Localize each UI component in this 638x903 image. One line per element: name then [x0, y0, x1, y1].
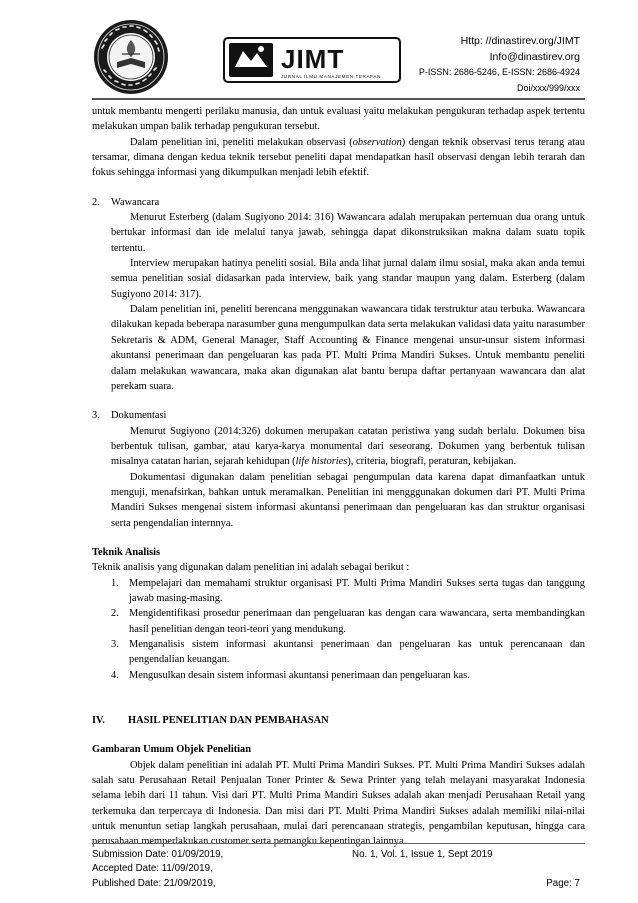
accepted-date: Accepted Date: 11/09/2019, — [92, 863, 213, 875]
paragraph-teknik-intro: Teknik analisis yang digunakan dalam penelitian ini adalah sebagai berikut : — [92, 562, 410, 574]
footer-divider — [92, 843, 585, 844]
paragraph-observasi: Dalam penelitian ini, peneliti melakukan observasi (observation) dengan teknik observasi terus terang atau tersamar, dimana dengan kedua teknik tersebut peneliti dapat mendapatkan hasil observasi dengan lebih terarah dan fokus sehingga informasi yang dikumpulkan menjadi lebih efektif. — [92, 136, 585, 179]
article-body — [92, 104, 585, 850]
list-item: 1. Mempelajari dan memahami struktur organisasi PT. Multi Prima Mandiri Sukses serta tugas dan tanggung jawab masing-masing. — [111, 577, 585, 604]
heading-gambaran-umum: Gambaran Umum Objek Penelitian — [92, 744, 252, 756]
submission-date: Submission Date: 01/09/2019, — [92, 849, 224, 860]
dinasti-publisher-logo — [92, 18, 170, 96]
svg-text:JIMT: JIMT — [281, 44, 345, 74]
list-item: 4. Mengusulkan desain sistem informasi akuntansi penerimaan dan pengeluaran kas. — [111, 669, 470, 681]
paragraph-intro: untuk membantu mengerti perilaku manusia, dan untuk evaluasi yaitu melakukan pengukuran terhadap aspek tertentu melakukan umpan balik terhadap pengukuran tersebut. — [92, 106, 585, 133]
header-divider — [92, 98, 585, 100]
page-number: Page: 7 — [546, 878, 580, 889]
journal-doi: Doi/xxx/999/xxx — [516, 82, 580, 93]
list-item: 2. Mengidentifikasi prosedur penerimaan dan pengeluaran kas dengan cara wawancara, serta membandingkan hasil penelitian dengan teori-teori yang mendukung. — [111, 608, 585, 635]
paragraph-wawancara-3: Dalam penelitian ini, peneliti berencana menggunakan wawancara tidak terstruktur atau terbuka. Wawancara dilakukan kepada beberapa narasumber guna mengumpulkan data serta melakukan validasi data yaitu narasumber Sekretaris & ADM, General Manager, Staff Accounting & Finance mengenai unsur-unsur sistem informasi akuntansi penerimaan dan pengeluaran kas pada PT. Multi Prima Mandiri Sukses. Untuk membantu peneliti dalam melakukan wawancara, maka akan digunakan alat bantu berupa daftar pertanyaan wawancara dan alat perekam suara. — [111, 304, 585, 392]
teknik-analisis-list — [92, 576, 585, 683]
paragraph-wawancara-1: Menurut Esterberg (dalam Sugiyono 2014: 316) Wawancara adalah merupakan pertemuan dua orang untuk bertukar informasi dan ide melalui tanya jawab, sehingga dapat dikonstruksikan makna dalam suatu topik tertentu. — [111, 212, 585, 254]
heading-teknik-analisis: Teknik Analisis — [92, 546, 161, 558]
journal-url[interactable]: Http: //dinastirev.org/JIMT — [460, 35, 580, 47]
jimt-journal-logo — [223, 37, 401, 83]
subsection-wawancara: 2. Wawancara — [92, 196, 160, 208]
journal-email[interactable]: Info@dinastirev.org — [489, 50, 580, 63]
paragraph-dokumentasi-2: Dokumentasi digunakan dalam penelitian sebagai pengumpulan data karena dapat dimanfaatkan untuk menguji, menafsirkan, bahkan untuk meramalkan. Penelitian ini mengggunakan dokumen dari PT. Multi Prima Mandiri Sukses mengenai sistem informasi akuntansi penerimaan dan pengeluaran kas dan struktur organisasi serta pengendalian internnya. — [111, 471, 585, 529]
chapter-heading: IV. HASIL PENELITIAN DAN PEMBAHASAN — [92, 715, 329, 727]
subsection-dokumentasi: 3. Dokumentasi — [92, 410, 167, 422]
journal-info — [419, 34, 580, 96]
footer-dates — [92, 848, 223, 891]
footer-volume: No. 1, Vol. 1, Issue 1, Sept 2019 — [352, 849, 493, 860]
paragraph-gambaran: Objek dalam penelitian ini adalah PT. Multi Prima Mandiri Sukses. PT. Multi Prima Mandiri Sukses adalah salah satu Perusahaan Retail Penjualan Toner Printer & Sewa Printer yang telah melayani masyarakat Indonesia selama lebih dari 11 tahun. Visi dari PT. Multi Prima Mandiri Sukses adalah akan menjadi Perusahaan Retail yang terkemuka dan terpercaya di Indonesia. Dan misi dari PT. Multi Prima Mandiri Sukses adalah memiliki nilai-nilai untuk menuntun setiap langkah perusahaan, mulai dari perencanaan strategis, pengambilan keputusan, hingga cara perusahaan memperlakukan customer serta pemangku kepentingan lainnya. — [92, 759, 585, 848]
list-item: 3. Menganalisis sistem informasi akuntansi penerimaan dan pengeluaran kas untuk perencanaan dan pengendalian keuangan. — [111, 639, 585, 666]
journal-issn: P-ISSN: 2686-5246, E-ISSN: 2686-4924 — [418, 67, 580, 78]
published-date: Published Date: 21/09/2019, — [92, 877, 216, 889]
paragraph-wawancara-2: Interview merupakan hatinya peneliti sosial. Bila anda lihat jurnal dalam ilmu sosial, maka akan anda temui semua penelitian sosial didasarkan pada interview, baik yang standar maupun yang dalam. Esterberg (dalam Sugiyono 2014: 317). — [111, 258, 585, 300]
svg-text:JURNAL ILMU MANAJEMEN TERAPAN: JURNAL ILMU MANAJEMEN TERAPAN — [281, 74, 382, 79]
paragraph-dokumentasi-1: Menurut Sugiyono (2014:326) dokumen merupakan catatan peristiwa yang sudah berlalu. Dokumen bisa berbentuk tulisan, gambar, atau karya-karya monumental dari seseorang. Dokumen yang berbentuk tulisan misalnya catatan harian, sejarah kehidupan (life histories), criteria, biografi, peraturan, kebijakan. — [111, 425, 585, 468]
